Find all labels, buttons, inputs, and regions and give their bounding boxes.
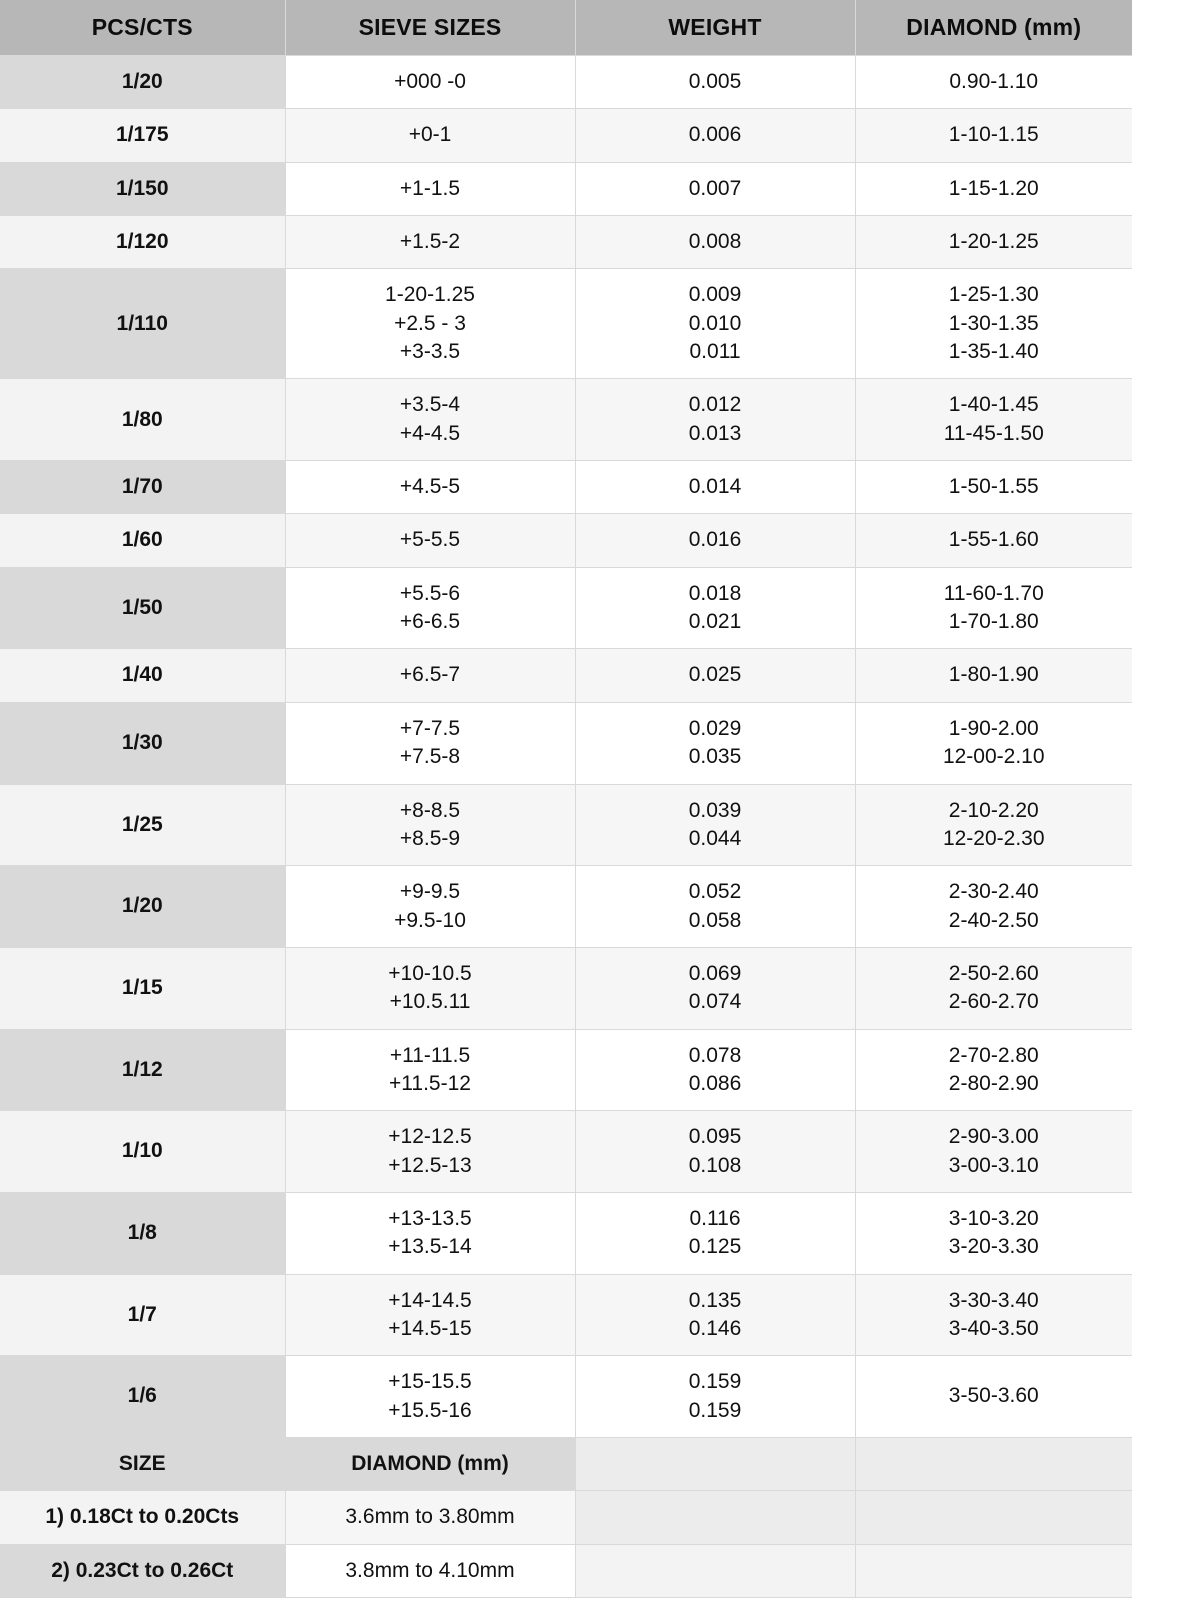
cell-diamond-mm-line: 1-15-1.20 [948, 176, 1039, 200]
cell-weight-line: 0.014 [688, 475, 742, 499]
cell-weight-line: 0.009 [688, 283, 742, 307]
cell-diamond-mm [855, 56, 1132, 109]
cell-pcs-cts: 1/175 [0, 109, 285, 162]
cell-weight [575, 109, 855, 162]
cell-weight-line: 0.039 [688, 798, 742, 822]
cell-sieve-sizes [285, 216, 575, 269]
cell-diamond-mm-line: 11-60-1.70 [943, 581, 1044, 605]
cell-sieve-sizes-line: +14-14.5 [388, 1288, 472, 1312]
column-header-pcs-cts: PCS/CTS [0, 0, 285, 56]
cell-weight [575, 567, 855, 649]
table-row [0, 947, 1132, 1029]
table-header-row [0, 0, 1132, 56]
table-header [0, 0, 1132, 56]
cell-pcs-cts: 1/40 [0, 649, 285, 702]
cell-sieve-sizes-line: +9.5-10 [394, 908, 466, 932]
cell-pcs-cts: 1/15 [0, 947, 285, 1029]
cell-pcs-cts: 1/60 [0, 514, 285, 567]
cell-pcs-cts: 1/150 [0, 162, 285, 215]
cell-diamond-mm-line: 3-50-3.60 [948, 1384, 1039, 1408]
cell-diamond-mm-line: 1-90-2.00 [948, 716, 1039, 740]
table-row [0, 379, 1132, 461]
table-row [0, 784, 1132, 866]
cell-sieve-sizes-line: +6-6.5 [399, 610, 461, 634]
cell-sieve-sizes-line: 1-20-1.25 [385, 283, 475, 307]
cell-diamond-mm [855, 216, 1132, 269]
cell-sieve-sizes-line: +5-5.5 [399, 528, 461, 552]
cell-sieve-sizes-line: +7-7.5 [399, 716, 461, 740]
cell-weight-line: 0.013 [688, 421, 742, 445]
footer-diamond-label: DIAMOND (mm) [285, 1438, 575, 1491]
cell-diamond-mm-line: 1-35-1.40 [948, 340, 1039, 364]
cell-sieve-sizes [285, 567, 575, 649]
cell-pcs-cts: 1/20 [0, 866, 285, 948]
cell-diamond-mm [855, 567, 1132, 649]
cell-sieve-sizes-line: +5.5-6 [399, 581, 461, 605]
cell-weight [575, 784, 855, 866]
cell-diamond-mm-line: 12-00-2.10 [942, 745, 1045, 769]
cell-diamond-mm [855, 109, 1132, 162]
cell-diamond-mm [855, 379, 1132, 461]
cell-diamond-mm [855, 947, 1132, 1029]
cell-diamond-mm-line: 3-30-3.40 [948, 1288, 1039, 1312]
cell-pcs-cts: 1/110 [0, 269, 285, 379]
cell-sieve-sizes [285, 1111, 575, 1193]
cell-diamond-mm-line: 2-10-2.20 [948, 798, 1039, 822]
cell-weight-line: 0.025 [688, 663, 742, 687]
table-row [0, 567, 1132, 649]
cell-sieve-sizes [285, 784, 575, 866]
cell-diamond-mm [855, 866, 1132, 948]
cell-weight-line: 0.078 [688, 1043, 742, 1067]
cell-diamond-mm-line: 2-30-2.40 [948, 880, 1039, 904]
table-row [0, 56, 1132, 109]
cell-weight [575, 649, 855, 702]
cell-diamond-mm-line: 11-45-1.50 [943, 421, 1044, 445]
footer-header-row [0, 1438, 1132, 1491]
cell-diamond-mm-line: 3-10-3.20 [948, 1206, 1039, 1230]
cell-diamond-mm [855, 461, 1132, 514]
cell-weight-line: 0.016 [688, 528, 742, 552]
cell-weight-line: 0.086 [688, 1071, 742, 1095]
cell-diamond-mm-line: 2-80-2.90 [948, 1071, 1039, 1095]
cell-pcs-cts: 1/70 [0, 461, 285, 514]
cell-weight [575, 866, 855, 948]
table-row [0, 216, 1132, 269]
cell-sieve-sizes [285, 162, 575, 215]
cell-sieve-sizes-line: +2.5 - 3 [394, 311, 466, 335]
cell-diamond-mm-line: 1-80-1.90 [948, 663, 1039, 687]
table-row [0, 1356, 1132, 1438]
footer-blank-cell [575, 1544, 855, 1597]
cell-sieve-sizes-line: +9-9.5 [399, 880, 461, 904]
cell-diamond-mm-line: 1-10-1.15 [948, 123, 1039, 147]
column-header-diamond-mm: DIAMOND (mm) [855, 0, 1132, 56]
footer-row [0, 1491, 1132, 1544]
cell-diamond-mm-line: 1-40-1.45 [948, 393, 1039, 417]
cell-sieve-sizes [285, 56, 575, 109]
cell-sieve-sizes [285, 269, 575, 379]
cell-diamond-mm-line: 1-20-1.25 [948, 230, 1039, 254]
cell-sieve-sizes-line: +000 -0 [394, 70, 466, 93]
cell-weight-line: 0.159 [688, 1370, 742, 1394]
cell-weight-line: 0.012 [688, 393, 742, 417]
cell-sieve-sizes [285, 1274, 575, 1356]
cell-weight [575, 1192, 855, 1274]
cell-weight [575, 269, 855, 379]
table-footer [0, 1438, 1132, 1598]
cell-diamond-mm [855, 702, 1132, 784]
cell-weight [575, 1356, 855, 1438]
cell-weight-line: 0.108 [688, 1153, 742, 1177]
cell-diamond-mm-line: 1-55-1.60 [948, 528, 1039, 552]
cell-weight-line: 0.146 [688, 1316, 742, 1340]
footer-blank-cell [575, 1438, 855, 1491]
cell-weight [575, 1029, 855, 1111]
footer-blank-cell [575, 1491, 855, 1544]
cell-pcs-cts: 1/6 [0, 1356, 285, 1438]
footer-blank-cell [855, 1544, 1132, 1597]
cell-weight-line: 0.035 [688, 745, 742, 769]
cell-diamond-mm-line: 2-60-2.70 [948, 990, 1039, 1014]
cell-weight-line: 0.159 [688, 1398, 742, 1422]
cell-sieve-sizes [285, 702, 575, 784]
table-row [0, 162, 1132, 215]
cell-weight [575, 947, 855, 1029]
cell-sieve-sizes-line: +4.5-5 [399, 475, 461, 499]
cell-pcs-cts: 1/30 [0, 702, 285, 784]
cell-pcs-cts: 1/25 [0, 784, 285, 866]
cell-sieve-sizes-line: +10-10.5 [388, 961, 472, 985]
column-header-sieve-sizes: SIEVE SIZES [285, 0, 575, 56]
cell-sieve-sizes-line: +13.5-14 [388, 1235, 472, 1259]
cell-diamond-mm-line: 1-70-1.80 [948, 610, 1039, 634]
cell-sieve-sizes [285, 947, 575, 1029]
cell-diamond-mm-line: 3-20-3.30 [948, 1235, 1039, 1259]
cell-weight-line: 0.058 [688, 908, 742, 932]
table-body [0, 56, 1132, 1438]
cell-weight-line: 0.018 [688, 581, 742, 605]
cell-diamond-mm-line: 1-50-1.55 [948, 475, 1039, 499]
cell-sieve-sizes [285, 866, 575, 948]
cell-diamond-mm-line: 1-30-1.35 [948, 311, 1039, 335]
cell-weight-line: 0.005 [688, 70, 742, 93]
cell-diamond-mm [855, 649, 1132, 702]
table-row [0, 269, 1132, 379]
table-row [0, 649, 1132, 702]
cell-weight [575, 162, 855, 215]
cell-diamond-mm [855, 1111, 1132, 1193]
table-row [0, 1029, 1132, 1111]
cell-sieve-sizes [285, 514, 575, 567]
cell-sieve-sizes-line: +14.5-15 [388, 1316, 472, 1340]
cell-sieve-sizes [285, 1192, 575, 1274]
table-row [0, 1274, 1132, 1356]
cell-weight [575, 1111, 855, 1193]
cell-diamond-mm [855, 514, 1132, 567]
cell-sieve-sizes-line: +1.5-2 [399, 230, 461, 254]
cell-weight [575, 379, 855, 461]
cell-weight-line: 0.010 [688, 311, 742, 335]
footer-row [0, 1544, 1132, 1597]
cell-diamond-mm-line: 3-40-3.50 [948, 1316, 1039, 1340]
cell-sieve-sizes-line: +13-13.5 [388, 1206, 472, 1230]
cell-diamond-mm [855, 1029, 1132, 1111]
cell-weight-line: 0.007 [688, 176, 742, 200]
cell-sieve-sizes-line: +0-1 [408, 123, 452, 147]
cell-diamond-mm-line: 1-25-1.30 [948, 283, 1039, 307]
cell-sieve-sizes-line: +3.5-4 [399, 393, 461, 417]
footer-size-label: SIZE [0, 1438, 285, 1491]
cell-weight [575, 702, 855, 784]
cell-sieve-sizes-line: +15.5-16 [388, 1398, 472, 1422]
cell-sieve-sizes [285, 109, 575, 162]
cell-pcs-cts: 1/7 [0, 1274, 285, 1356]
cell-weight [575, 56, 855, 109]
table-row [0, 702, 1132, 784]
cell-weight-line: 0.116 [689, 1206, 741, 1230]
cell-sieve-sizes-line: +8.5-9 [399, 826, 461, 850]
cell-weight-line: 0.052 [688, 880, 742, 904]
cell-weight [575, 461, 855, 514]
cell-sieve-sizes-line: +11.5-12 [389, 1071, 471, 1095]
cell-diamond-mm-line: 12-20-2.30 [942, 826, 1045, 850]
cell-sieve-sizes [285, 1356, 575, 1438]
table-row [0, 514, 1132, 567]
table-row [0, 866, 1132, 948]
cell-weight-line: 0.044 [688, 826, 742, 850]
table-row [0, 109, 1132, 162]
cell-diamond-mm [855, 1192, 1132, 1274]
cell-sieve-sizes [285, 1029, 575, 1111]
cell-sieve-sizes-line: +10.5.11 [389, 990, 471, 1014]
footer-diamond-value: 3.6mm to 3.80mm [285, 1491, 575, 1544]
cell-diamond-mm [855, 784, 1132, 866]
cell-sieve-sizes [285, 461, 575, 514]
cell-sieve-sizes-line: +15-15.5 [388, 1370, 472, 1394]
cell-sieve-sizes [285, 379, 575, 461]
footer-size-value: 2) 0.23Ct to 0.26Ct [0, 1544, 285, 1597]
cell-sieve-sizes-line: +6.5-7 [399, 663, 461, 687]
cell-weight-line: 0.125 [688, 1235, 742, 1259]
footer-diamond-value: 3.8mm to 4.10mm [285, 1544, 575, 1597]
cell-diamond-mm [855, 1356, 1132, 1438]
cell-diamond-mm-line: 2-70-2.80 [948, 1043, 1039, 1067]
cell-diamond-mm-line: 2-90-3.00 [948, 1125, 1039, 1149]
cell-sieve-sizes [285, 649, 575, 702]
cell-weight-line: 0.008 [688, 230, 742, 254]
cell-weight-line: 0.135 [688, 1288, 742, 1312]
cell-sieve-sizes-line: +7.5-8 [399, 745, 461, 769]
cell-diamond-mm [855, 269, 1132, 379]
cell-diamond-mm [855, 1274, 1132, 1356]
cell-weight-line: 0.006 [688, 123, 742, 147]
cell-weight [575, 1274, 855, 1356]
cell-pcs-cts: 1/80 [0, 379, 285, 461]
cell-weight [575, 216, 855, 269]
cell-weight-line: 0.069 [688, 961, 742, 985]
cell-diamond-mm-line: 2-50-2.60 [948, 961, 1039, 985]
cell-pcs-cts: 1/10 [0, 1111, 285, 1193]
cell-diamond-mm [855, 162, 1132, 215]
cell-pcs-cts: 1/8 [0, 1192, 285, 1274]
footer-size-value: 1) 0.18Ct to 0.20Cts [0, 1491, 285, 1544]
cell-diamond-mm-line: 2-40-2.50 [948, 908, 1039, 932]
cell-sieve-sizes-line: +3-3.5 [399, 340, 461, 364]
cell-diamond-mm-line: 0.90-1.10 [949, 70, 1039, 93]
footer-blank-cell [855, 1491, 1132, 1544]
cell-weight-line: 0.074 [688, 990, 742, 1014]
table-row [0, 1192, 1132, 1274]
column-header-weight: WEIGHT [575, 0, 855, 56]
table-row [0, 461, 1132, 514]
cell-pcs-cts: 1/20 [0, 56, 285, 109]
cell-weight-line: 0.011 [689, 340, 741, 364]
cell-weight [575, 514, 855, 567]
table-row [0, 1111, 1132, 1193]
cell-weight-line: 0.029 [688, 716, 742, 740]
footer-blank-cell [855, 1438, 1132, 1491]
cell-weight-line: 0.095 [688, 1125, 742, 1149]
cell-weight-line: 0.021 [688, 610, 742, 634]
cell-sieve-sizes-line: +11-11.5 [389, 1043, 471, 1067]
cell-pcs-cts: 1/50 [0, 567, 285, 649]
cell-sieve-sizes-line: +1-1.5 [399, 176, 461, 200]
cell-sieve-sizes-line: +12-12.5 [388, 1125, 472, 1149]
cell-sieve-sizes-line: +4-4.5 [399, 421, 461, 445]
cell-sieve-sizes-line: +8-8.5 [399, 798, 461, 822]
cell-pcs-cts: 1/12 [0, 1029, 285, 1111]
cell-diamond-mm-line: 3-00-3.10 [948, 1153, 1039, 1177]
cell-pcs-cts: 1/120 [0, 216, 285, 269]
cell-sieve-sizes-line: +12.5-13 [388, 1153, 472, 1177]
